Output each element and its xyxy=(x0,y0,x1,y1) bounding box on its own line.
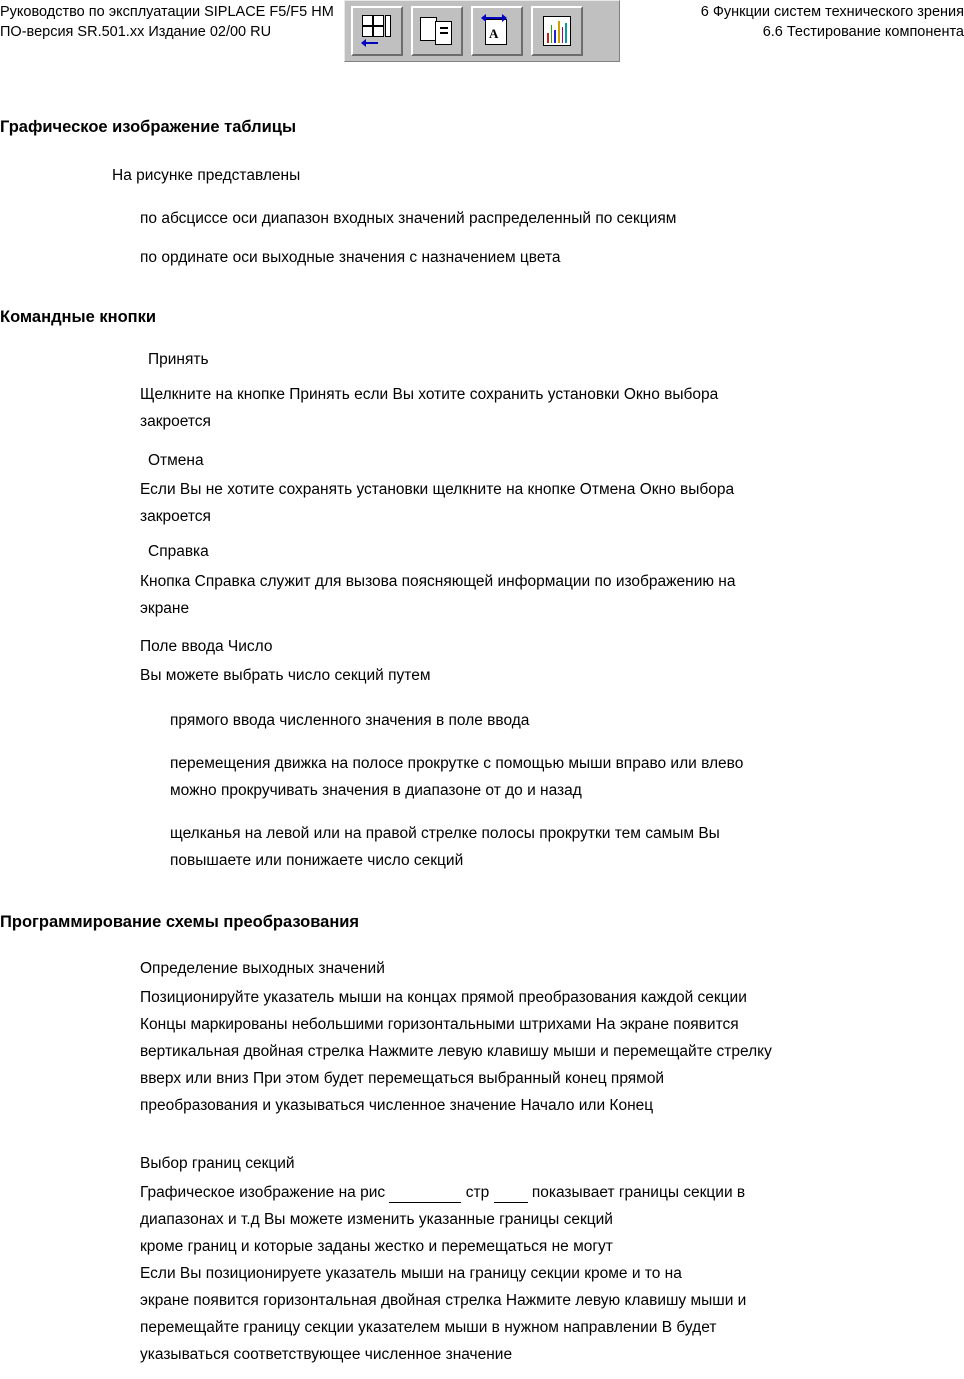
output-values-line-5: преобразования и указываться численное значение Начало или Конец xyxy=(140,1097,654,1114)
number-input-desc-line-1: Вы можете выбрать число секций путем xyxy=(140,667,431,684)
help-desc-line-2: экране xyxy=(140,600,190,617)
graphic-bullet-ordinate: по ординате оси выходные значения с назначением цвета xyxy=(140,249,561,266)
toolbar-button-color-chart[interactable] xyxy=(531,6,583,56)
number-input-item-3: щелканья на левой или на правой стрелке полосы прокрутки тем самым Вы xyxy=(170,825,720,842)
output-values-line-4: вверх или вниз При этом будет перемещаться выбранный конец прямой xyxy=(140,1070,665,1087)
header-software-version: ПО-версия SR.501.xx Издание 02/00 RU xyxy=(0,24,272,40)
color-bar xyxy=(551,25,553,43)
output-values-line-1: Позиционируйте указатель мыши на концах прямой преобразования каждой секции xyxy=(140,989,747,1006)
help-button-label: Справка xyxy=(148,543,209,560)
color-bar-chart-icon xyxy=(538,13,576,49)
header-subchapter: 6.6 Тестирование компонента xyxy=(762,24,964,40)
number-input-item-2: перемещения движка на полосе прокрутке с помощью мыши вправо или влево xyxy=(170,755,744,772)
cancel-button-label: Отмена xyxy=(148,452,204,469)
page-number-blank xyxy=(494,1190,528,1203)
graphic-bullet-abscissa: по абсциссе оси диапазон входных значений распределенный по секциям xyxy=(140,210,677,227)
accept-desc-line-1: Щелкните на кнопке Принять если Вы хотите сохранить установки Окно выбора xyxy=(140,386,719,403)
section-heading-graphic: Графическое изображение таблицы xyxy=(0,118,297,136)
number-input-item-3-cont: повышаете или понижаете число секций xyxy=(170,852,464,869)
limits-ref-mid: стр xyxy=(461,1184,494,1201)
output-values-line-3: вертикальная двойная стрелка Нажмите левую клавишу мыши и перемещайте стрелку xyxy=(140,1043,772,1060)
figure-number-blank xyxy=(389,1190,461,1203)
two-pages-icon xyxy=(418,13,456,49)
toolbar-button-two-pages[interactable] xyxy=(411,6,463,56)
section-limits-subheading: Выбор границ секций xyxy=(140,1155,295,1172)
header-chapter: 6 Функции систем технического зрения xyxy=(700,4,964,20)
header-left-block xyxy=(0,2,334,42)
page-header xyxy=(0,0,964,78)
color-bar xyxy=(547,33,549,43)
color-bar xyxy=(565,23,567,43)
output-values-line-2: Концы маркированы небольшими горизонтальными штрихами На экране появится xyxy=(140,1016,739,1033)
number-input-item-2-cont: можно прокручивать значения в диапазоне от до и назад xyxy=(170,782,582,799)
accept-desc-line-2: закроется xyxy=(140,413,211,430)
toolbar-button-table-graphic[interactable] xyxy=(351,6,403,56)
output-values-subheading: Определение выходных значений xyxy=(140,960,385,977)
color-bars xyxy=(543,16,571,46)
table-graphic-icon xyxy=(358,13,396,49)
color-bar xyxy=(562,27,564,43)
cancel-desc-line-1: Если Вы не хотите сохранять установки щелкните на кнопке Отмена Окно выбора xyxy=(140,481,735,498)
section-limits-reference-line xyxy=(140,1182,745,1203)
graphic-intro-text: На рисунке представлены xyxy=(112,167,301,184)
limits-ref-post: показывает границы секции в xyxy=(527,1184,746,1201)
color-bar xyxy=(558,21,560,43)
header-manual-title: Руководство по эксплуатации SIPLACE F5/F5 HM xyxy=(0,4,334,20)
accept-button-label: Принять xyxy=(148,351,209,368)
color-bar xyxy=(554,30,556,43)
number-input-item-1: прямого ввода численного значения в поле ввода xyxy=(170,712,530,729)
section-heading-programming: Программирование схемы преобразования xyxy=(0,913,360,931)
limits-ref-pre: Графическое изображение на рис xyxy=(140,1184,390,1201)
toolbar xyxy=(344,0,620,62)
header-right-block xyxy=(701,2,964,42)
help-desc-line-1: Кнопка Справка служит для вызова поясняющей информации по изображению на xyxy=(140,573,736,590)
toolbar-button-page-swap[interactable] xyxy=(471,6,523,56)
section-limits-line-1: диапазонах и т.д Вы можете изменить указанные границы секций xyxy=(140,1211,613,1228)
number-input-field-label: Поле ввода Число xyxy=(140,638,273,655)
cancel-desc-line-2: закроется xyxy=(140,508,211,525)
section-limits-line-2: кроме границ и которые заданы жестко и перемещаться не могут xyxy=(140,1238,613,1255)
section-heading-command-buttons: Командные кнопки xyxy=(0,308,157,326)
page-letter-swap-icon: A xyxy=(478,13,516,49)
section-limits-line-4: экране появится горизонтальная двойная стрелка Нажмите левую клавишу мыши и xyxy=(140,1292,747,1309)
section-limits-line-6: указываться соответствующее численное значение xyxy=(140,1346,513,1363)
section-limits-line-3: Если Вы позиционируете указатель мыши на границу секции кроме и то на xyxy=(140,1265,682,1282)
section-limits-line-5: перемещайте границу секции указателем мыши в нужном направлении В будет xyxy=(140,1319,717,1336)
